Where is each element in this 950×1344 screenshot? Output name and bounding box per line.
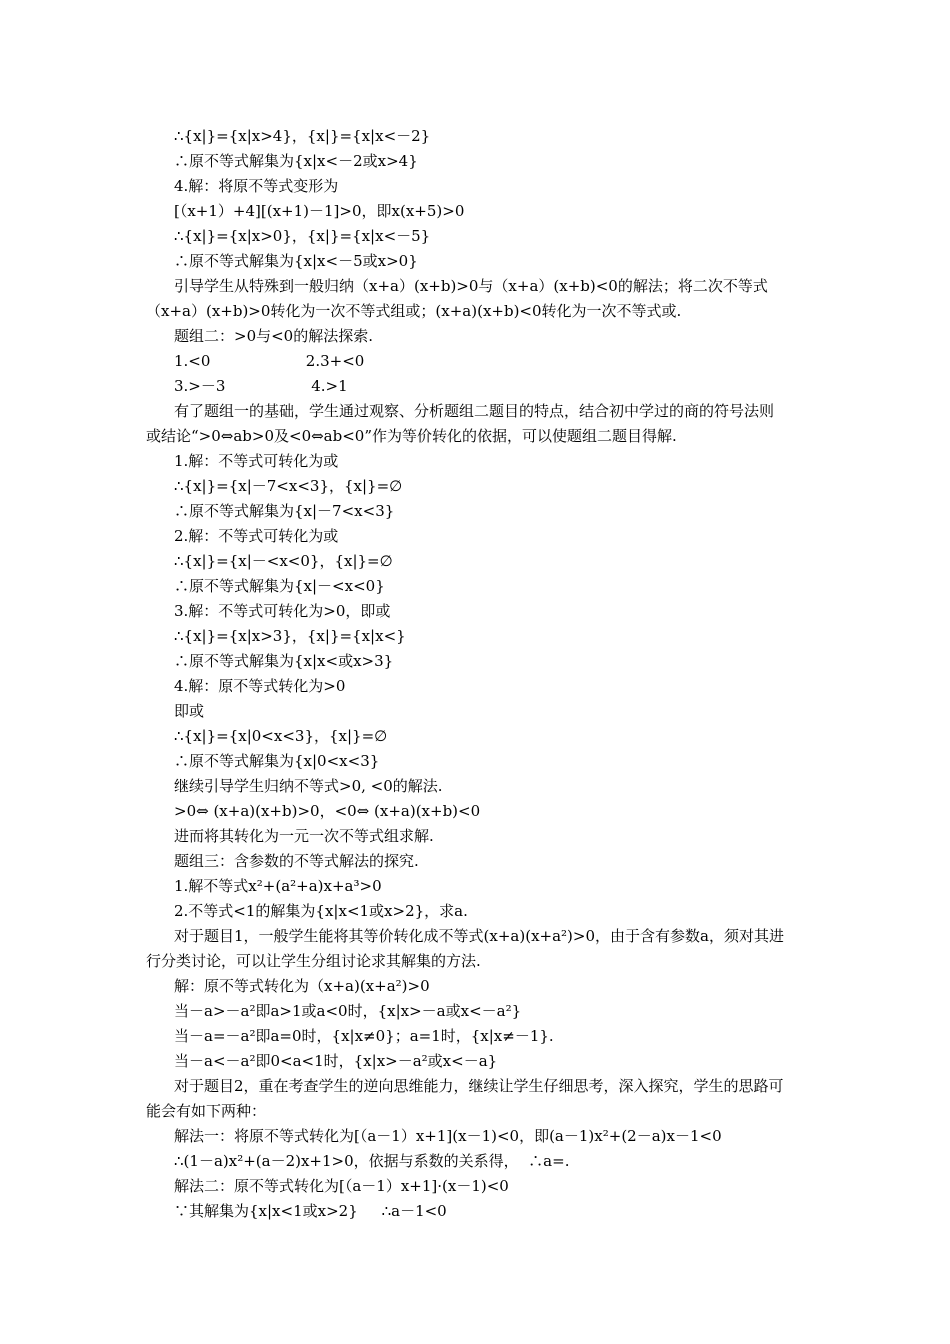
- text-line: 3.解：不等式可转化为>0，即或: [174, 602, 391, 620]
- text-line: 1.解不等式x²+(a²+a)x+a³>0: [174, 877, 382, 895]
- text-line: 当－a<－a²即0<a<1时，{x|x>－a²或x<－a}: [174, 1052, 498, 1070]
- text-line: >0⇔ (x+a)(x+b)>0，<0⇔ (x+a)(x+b)<0: [174, 802, 481, 820]
- text-line: ∴(1－a)x²+(a－2)x+1>0，依据与系数的关系得， ∴a=.: [174, 1152, 570, 1170]
- text-line: 1.<0 2.3+<0: [174, 352, 365, 370]
- text-line: 当－a=－a²即a=0时，{x|x≠0}；a=1时，{x|x≠－1}.: [174, 1027, 554, 1045]
- paragraph: 对于题目1，一般学生能将其等价转化成不等式(x+a)(x+a²)>0，由于含有参数a，须对其进行分类讨论，可以让学生分组讨论求其解集的方法.: [146, 927, 784, 970]
- text-line: ∴原不等式解集为{x|0<x<3}: [174, 752, 380, 770]
- text-line: 1.解：不等式可转化为或: [174, 452, 339, 470]
- text-line: [（x+1）+4][(x+1)－1]>0，即x(x+5)>0: [174, 202, 465, 220]
- text-line: 继续引导学生归纳不等式>0, <0的解法.: [174, 777, 443, 795]
- text-line: ∴{x|}={x|－<x<0}，{x|}=∅: [174, 552, 393, 570]
- text-line: ∴原不等式解集为{x|－<x<0}: [174, 577, 385, 595]
- paragraph: 有了题组一的基础，学生通过观察、分析题组二题目的特点，结合初中学过的商的符号法则或结论“>0⇔ab>0及<0⇔ab<0”作为等价转化的依据，可以使题组二题目得解.: [146, 402, 775, 445]
- text-line: ∴{x|}={x|－7<x<3}，{x|}=∅: [174, 477, 403, 495]
- text-line: ∴{x|}={x|x>0}，{x|}={x|x<－5}: [174, 227, 431, 245]
- text-line: 进而将其转化为一元一次不等式组求解.: [174, 827, 434, 845]
- paragraph: 引导学生从特殊到一般归纳（x+a）(x+b)>0与（x+a）(x+b)<0的解法；将二次不等式（x+a）(x+b)>0转化为一次不等式组或；(x+a)(x+b)<0转化为一次不等式或.: [146, 277, 768, 320]
- text-line: 解：原不等式转化为（x+a)(x+a²)>0: [174, 977, 430, 995]
- text-line: ∴{x|}={x|0<x<3}，{x|}=∅: [174, 727, 388, 745]
- text-line: 即或: [174, 702, 205, 720]
- text-line: 2.解：不等式可转化为或: [174, 527, 339, 545]
- text-line: 解法一：将原不等式转化为[（a－1）x+1](x－1)<0，即(a－1)x²+(2－a)x－1<0: [174, 1127, 722, 1145]
- text-line: ∴原不等式解集为{x|x<－5或x>0}: [174, 252, 418, 270]
- text-line: 当－a>－a²即a>1或a<0时，{x|x>－a或x<－a²}: [174, 1002, 522, 1020]
- text-line: ∵其解集为{x|x<1或x>2} ∴a－1<0: [174, 1202, 447, 1220]
- text-line: 4.解：将原不等式变形为: [174, 177, 339, 195]
- text-line: ∴原不等式解集为{x|x<或x>3}: [174, 652, 394, 670]
- text-line: ∴原不等式解集为{x|－7<x<3}: [174, 502, 395, 520]
- text-line: 题组二：>0与<0的解法探索.: [174, 327, 373, 345]
- text-line: 解法二：原不等式转化为[（a－1）x+1]·(x－1)<0: [174, 1177, 509, 1195]
- text-line: 2.不等式<1的解集为{x|x<1或x>2}，求a.: [174, 902, 468, 920]
- text-line: 3.>－3 4.>1: [174, 377, 348, 395]
- document-body: [146, 124, 814, 1224]
- text-line: 4.解：原不等式转化为>0: [174, 677, 346, 695]
- text-line: ∴{x|}={x|x>4}，{x|}={x|x<－2}: [174, 127, 431, 145]
- text-line: 题组三：含参数的不等式解法的探究.: [174, 852, 419, 870]
- text-line: ∴{x|}={x|x>3}，{x|}={x|x<}: [174, 627, 406, 645]
- text-line: ∴原不等式解集为{x|x<－2或x>4}: [174, 152, 418, 170]
- paragraph: 对于题目2，重在考查学生的逆向思维能力，继续让学生仔细思考，深入探究，学生的思路可能会有如下两种：: [146, 1077, 784, 1120]
